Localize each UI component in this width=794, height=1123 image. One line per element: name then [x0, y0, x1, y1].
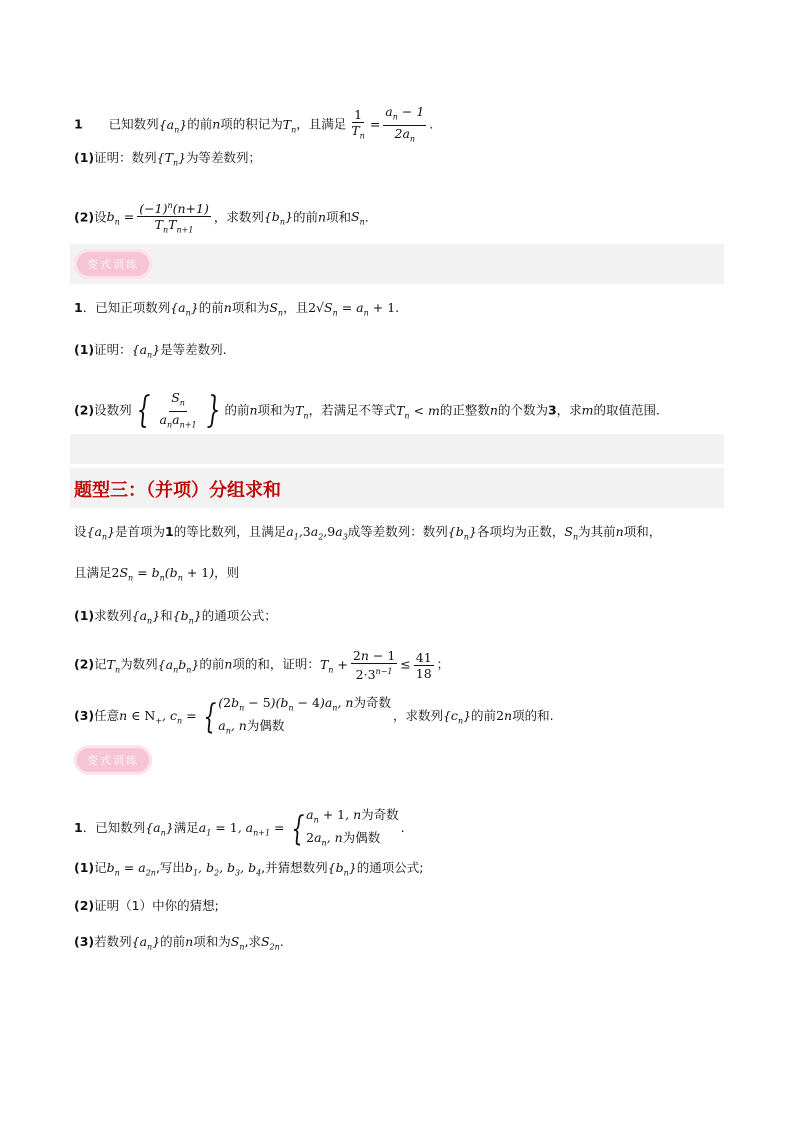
text: 和 — [160, 608, 173, 623]
section-title: 题型三：（并项）分组求和 — [74, 480, 281, 501]
problem-number: 1 — [74, 820, 83, 835]
text: 的个数为 — [497, 402, 548, 418]
text: 的通项公式; — [356, 860, 424, 875]
text: ，且 — [283, 300, 309, 315]
text: ,求 — [244, 934, 261, 949]
text: 项和为 — [193, 934, 231, 949]
text: 为数列 — [120, 656, 158, 672]
problem-3-stem-line1: 设$\{a_n\}$是首项为1的等比数列，且满足$a_1,3a_2,9a_3$成等差数列：数列$\{b_n\}$各项均为正数，$S_n$为其前n项和， — [74, 524, 662, 542]
text: 的正整数 — [439, 402, 490, 418]
text: 项的和，证明： — [232, 656, 320, 672]
label: (2) — [74, 209, 95, 225]
text: 记 — [94, 860, 107, 875]
text: 的前 — [224, 402, 250, 418]
text: 项的积记为 — [220, 116, 283, 132]
text: 证明：数列 — [94, 150, 157, 165]
text: 的前 — [198, 300, 224, 315]
label: (3) — [74, 708, 95, 723]
text: ，且满足 — [296, 116, 347, 132]
text: 项和为 — [231, 300, 270, 315]
text: 证明： — [94, 342, 132, 357]
math: $\{a_n\}$ — [158, 116, 188, 134]
fraction: $\frac{1}{T_n}$ — [351, 106, 365, 141]
math: $T_n$ — [282, 116, 297, 134]
text: 的等比数列，且满足 — [173, 524, 287, 539]
label: (1) — [74, 342, 95, 357]
text: 的通项公式； — [201, 608, 277, 623]
text: 项的和. — [512, 708, 554, 723]
text: 的前 — [160, 934, 186, 949]
text: 为其前 — [578, 524, 616, 539]
variant-3-q2 — [74, 896, 219, 916]
text: 项和 — [326, 209, 352, 225]
problem-number: 1 — [74, 300, 83, 315]
count: 3 — [547, 402, 557, 418]
text: 为奇数 — [353, 695, 391, 710]
text: 设 — [94, 209, 107, 225]
label: (3) — [74, 934, 95, 949]
problem-1-stem: 1 已知数列$\{a_n\}$的前n项的积记为$T_n$，且满足 $\frac{1}{T_n}$ = $\frac{a_n - 1}{2a_n}$ . — [74, 104, 433, 146]
exercise-badge: 变式训练 — [74, 745, 152, 775]
text: 求数列 — [94, 608, 132, 623]
variant-1-q1: (1)证明：$\{a_n\}$是等差数列. — [74, 342, 227, 360]
exercise-band — [70, 244, 724, 284]
variant-1-q2: (2)设数列 { $\frac{S_n}{a_na_{n+1}}$ } 的前n项和为$T_n$，若满足不等式$T_n < m$的正整数n的个数为3，求m的取值范围. — [74, 390, 661, 431]
text: 项和， — [623, 524, 662, 539]
text: 为等差数列； — [186, 150, 262, 165]
label: (1) — [74, 150, 95, 165]
label: (2) — [74, 898, 95, 913]
problem-1-q2: (2)设$b_n$ = $\frac{(-1)^n(n+1)}{T_nT_{n+1}}$ ，求数列$\{b_n\}$的前n项和$S_n$. — [74, 198, 369, 238]
text: 为偶数 — [342, 829, 381, 845]
text: 成等差数列：数列 — [347, 524, 448, 539]
text: 各项均为正数， — [476, 524, 565, 539]
text: 项和为 — [257, 402, 296, 418]
text: ，求数列 — [213, 209, 264, 225]
text: 是首项为 — [115, 524, 166, 539]
text: ，求数列 — [392, 708, 443, 723]
text: 为奇数 — [361, 807, 399, 822]
text: 的前 — [187, 116, 213, 132]
text: 任意 — [94, 708, 120, 723]
text: 的前 — [199, 656, 225, 672]
variant-3-q3: (3)若数列$\{a_n\}$的前n项和为$S_n$,求$S_{2n}$. — [74, 934, 284, 952]
text: ,并猜想数列 — [261, 860, 328, 875]
math: n — [212, 116, 221, 132]
text: 设数列 — [94, 402, 132, 418]
variant-3-q1: (1)记$b_n = a_{2n}$,写出$b_1$, $b_2$, $b_3$, $b_4$,并猜想数列$\{b_n\}$的通项公式; — [74, 860, 424, 878]
number: 1 — [165, 524, 174, 539]
text: 证明（1）中你的猜想; — [94, 898, 219, 913]
variant-3-stem: 1．已知数列$\{a_n\}$满足$a_1 = 1$, $a_{n+1}$ = { $a_n + 1$, n为奇数 $2a_n$, n为偶数 . — [74, 807, 405, 849]
text: ，则 — [214, 565, 240, 580]
problem-3-q1: (1)求数列$\{a_n\}$和$\{b_n\}$的通项公式； — [74, 608, 277, 626]
text: 记 — [94, 656, 107, 672]
text: 的前 — [471, 708, 497, 723]
section-band-top — [70, 434, 724, 464]
problem-3-stem-line2: 且满足$2S_n = b_n(b_n + 1)$，则 — [74, 565, 240, 583]
label: (2) — [74, 656, 95, 672]
text: . — [279, 934, 284, 949]
fraction: $\frac{(-1)^n(n+1)}{T_nT_{n+1}}$ — [137, 198, 211, 238]
text: 是等差数列. — [160, 342, 227, 357]
fraction: $\frac{a_n - 1}{2a_n}$ — [385, 104, 425, 143]
text: 的前 — [292, 209, 318, 225]
exercise-badge: 变式训练 — [74, 249, 152, 279]
problem-3-q2: (2)记$T_n$为数列$\{a_nb_n\}$的前n项的和，证明：$T_n$ + $\frac{2n - 1}{2\cdot 3^{n-1}}$ ≤ $\frac{41}{18}$ ； — [74, 648, 450, 683]
problem-1-q1: (1)证明：数列$\{T_n\}$为等差数列； — [74, 150, 262, 168]
text: ，求 — [556, 402, 582, 418]
text: ，若满足不等式 — [308, 402, 397, 418]
text: . — [400, 820, 405, 835]
text: ,写出 — [155, 860, 185, 875]
variant-1-stem: 1．已知正项数列$\{a_n\}$的前n项和为$S_n$，且$2√S_n = a_n + 1$. — [74, 300, 400, 318]
text: . — [429, 116, 434, 132]
text: 为偶数 — [246, 717, 285, 733]
text: 且满足 — [74, 565, 112, 580]
problem-3-q3: (3)任意n ∈ $N_+$, $c_n$ = { $(2b_n - 5)(b_n - 4)a_n$, n为奇数 $a_n$, n为偶数 ，求数列$\{c_n\}$的前2n项的和. — [74, 695, 554, 737]
label: (1) — [74, 860, 95, 875]
text: 已知数列 — [108, 116, 159, 132]
problem-number: 1 — [74, 116, 83, 132]
text: 若数列 — [94, 934, 132, 949]
text: 已知正项数列 — [95, 300, 171, 315]
text: 满足 — [173, 820, 199, 835]
text: 的取值范围. — [593, 402, 661, 418]
text: 设 — [74, 524, 87, 539]
label: (2) — [74, 402, 95, 418]
label: (1) — [74, 608, 95, 623]
text: 已知数列 — [95, 820, 146, 835]
